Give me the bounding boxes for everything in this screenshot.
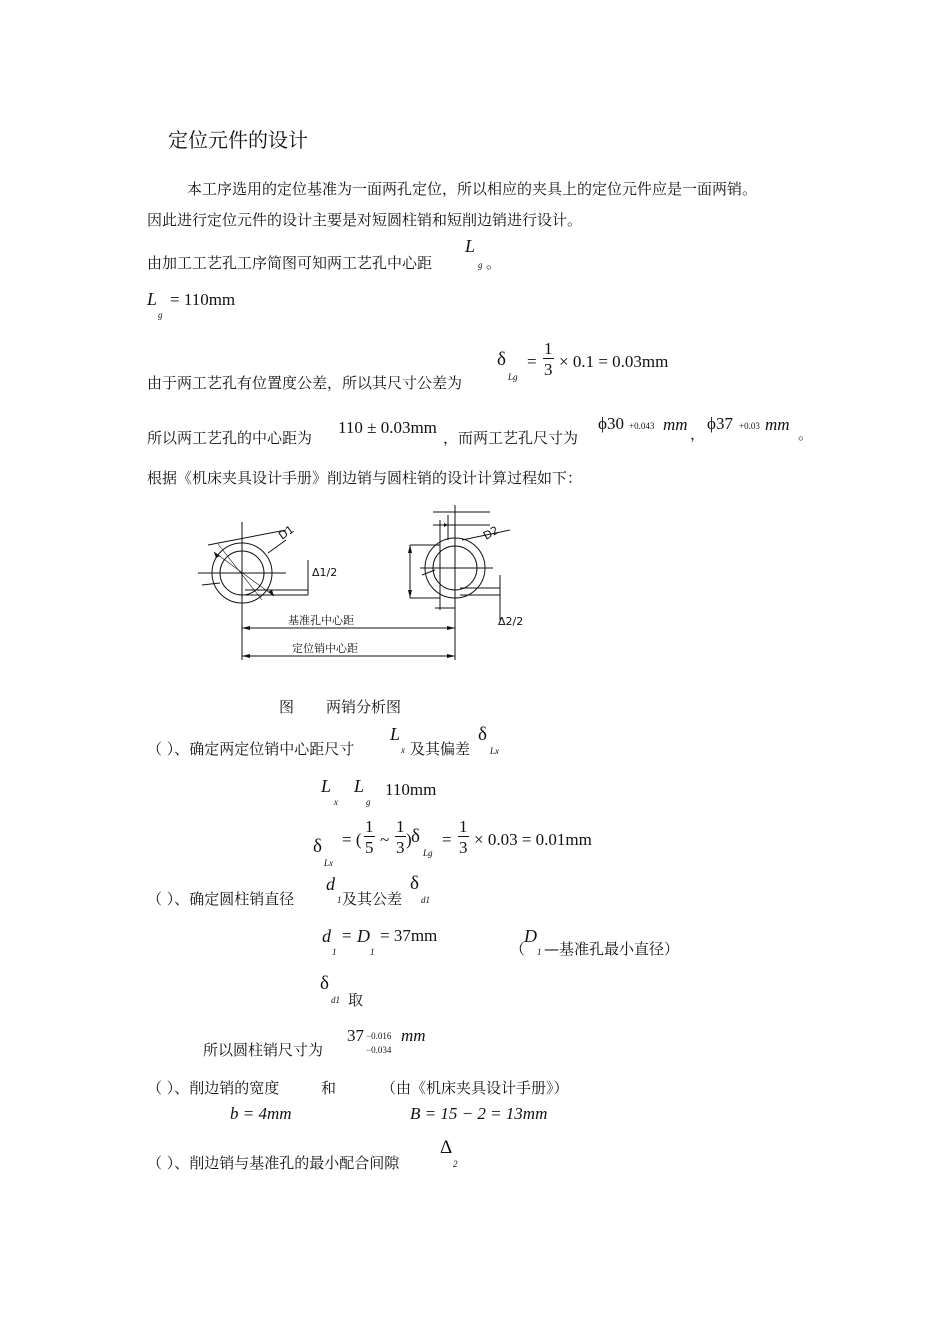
step1-text: （ ）、确定两定位销中心距尺寸 <box>147 740 355 758</box>
phi30: ϕ30 <box>598 414 624 433</box>
pin-tol-upper: −0.016 <box>366 1031 392 1041</box>
figure-label: 图 <box>279 698 295 716</box>
eq3-d: d <box>322 926 331 946</box>
delta-symbol: δ <box>410 873 419 894</box>
step4-text: （ ）、削边销与基准孔的最小配合间隙 <box>147 1154 400 1172</box>
fraction <box>543 340 554 378</box>
center-value: 110 ± 0.03mm <box>338 418 437 437</box>
period: 。 <box>798 425 814 443</box>
paragraph-line: 因此进行定位元件的设计主要是对短圆柱销和短削边销进行设计。 <box>147 211 583 229</box>
pin-size-value: 37 <box>347 1026 364 1045</box>
Lx-subscript: x <box>401 745 405 755</box>
phi37: ϕ37 <box>707 414 733 433</box>
tolerance-text: 由于两工艺孔有位置度公差，所以其尺寸公差为 <box>147 374 463 392</box>
step4-subscript: 2 <box>453 1159 458 1169</box>
eq3-sub: 1 <box>370 947 375 957</box>
paragraph-line: 本工序选用的定位基准为一面两孔定位，所以相应的夹具上的定位元件应是一面两销。 <box>187 180 758 198</box>
B-equation: B = 15 − 2 = 13mm <box>410 1104 548 1123</box>
Lg-equation: = 110mm <box>170 290 236 309</box>
Lx-symbol: L <box>390 724 401 744</box>
d1-symbol: d <box>326 874 335 894</box>
label-D1: D1 <box>276 522 297 543</box>
delta-subscript: Lg <box>508 372 518 382</box>
phi30-unit: mm <box>663 415 688 434</box>
delta-symbol: δ <box>411 826 420 847</box>
pin-size-text: 所以圆柱销尺寸为 <box>203 1041 324 1059</box>
equals-sign: = <box>527 352 537 371</box>
delta-subscript: Lx <box>490 746 499 756</box>
eq2-tilde: ~ <box>380 830 390 849</box>
eq4-take: 取 <box>348 991 364 1009</box>
delta-subscript: d1 <box>421 895 430 905</box>
handbook-text: 根据《机床夹具设计手册》削边销与圆柱销的设计计算过程如下： <box>147 469 583 487</box>
step3-and: 和 <box>321 1079 337 1097</box>
center-distance-text: 由加工工艺孔工序简图可知两工艺孔中心距 <box>147 254 433 272</box>
delta-subscript: Lx <box>324 858 333 868</box>
step4-delta: Δ <box>440 1137 453 1158</box>
phi37-tolerance: +0.03 <box>739 421 760 431</box>
eq3-D: D <box>357 926 370 946</box>
denominator: 5 <box>365 838 374 857</box>
delta-symbol: δ <box>497 349 506 370</box>
denominator: 3 <box>459 838 468 857</box>
eq2-close: ) <box>406 830 412 849</box>
eq3-eq: = <box>342 926 352 945</box>
page-title: 定位元件的设计 <box>168 128 308 152</box>
eq1-L: L <box>321 776 332 796</box>
Lg-symbol: L <box>147 289 158 309</box>
eq1-value: 110mm <box>385 780 437 799</box>
fraction <box>458 818 469 856</box>
label-delta1: Δ1/2 <box>312 566 338 579</box>
Lg-subscript: g <box>478 260 483 270</box>
numerator: 1 <box>459 817 468 836</box>
step1-mid: 及其偏差 <box>410 740 471 758</box>
label-D2: D2 <box>481 523 501 543</box>
step2-text: （ ）、确定圆柱销直径 <box>147 890 295 908</box>
delta-symbol: δ <box>313 836 322 857</box>
denominator: 3 <box>396 838 405 857</box>
numerator: 1 <box>396 817 405 836</box>
label-pin-distance: 定位销中心距 <box>292 642 358 655</box>
step2-mid: 及其公差 <box>342 890 403 908</box>
note-sub: 1 <box>537 947 542 957</box>
pin-unit: mm <box>401 1026 426 1045</box>
Lg-symbol: L <box>465 236 476 256</box>
label-delta2: Δ2/2 <box>498 615 524 628</box>
delta-subscript: d1 <box>331 995 340 1005</box>
eq1-L2: L <box>354 776 365 796</box>
fraction <box>395 818 406 856</box>
pin-tol-lower: −0.034 <box>366 1045 392 1055</box>
figure-caption: 两销分析图 <box>326 698 402 716</box>
equals-sign: = <box>442 830 452 849</box>
Lg-subscript: g <box>158 310 163 320</box>
note-text: —基准孔最小直径） <box>544 940 680 958</box>
step3-text: （ ）、削边销的宽度 <box>147 1079 280 1097</box>
d1-subscript: 1 <box>337 895 342 905</box>
delta-symbol: δ <box>478 724 487 745</box>
b-equation: b = 4mm <box>230 1104 292 1123</box>
note-D: D <box>524 926 537 946</box>
step3-source: （由《机床夹具设计手册》） <box>381 1079 569 1097</box>
eq1-x: x <box>334 797 338 807</box>
tolerance-result: × 0.1 = 0.03mm <box>559 352 669 371</box>
numerator: 1 <box>365 817 374 836</box>
eq1-g: g <box>366 797 371 807</box>
delta-symbol: δ <box>320 973 329 994</box>
eq3-value: = 37mm <box>380 926 438 945</box>
note-open: （ <box>510 940 526 958</box>
delta-subscript: Lg <box>423 848 433 858</box>
hole-size-text: ，而两工艺孔尺寸为 <box>443 429 579 447</box>
eq2-open: = ( <box>342 830 362 849</box>
denominator: 3 <box>544 360 553 379</box>
center-value-text: 所以两工艺孔的中心距为 <box>147 429 313 447</box>
phi30-tolerance: +0.043 <box>629 421 655 431</box>
phi37-unit: mm <box>765 415 790 434</box>
comma: ， <box>690 425 706 443</box>
two-pin-diagram <box>190 500 560 670</box>
fraction <box>364 818 375 856</box>
eq2-result: × 0.03 = 0.01mm <box>474 830 592 849</box>
eq3-sub: 1 <box>332 947 337 957</box>
period: 。 <box>486 254 502 272</box>
numerator: 1 <box>544 339 553 358</box>
label-base-distance: 基准孔中心距 <box>288 614 354 627</box>
